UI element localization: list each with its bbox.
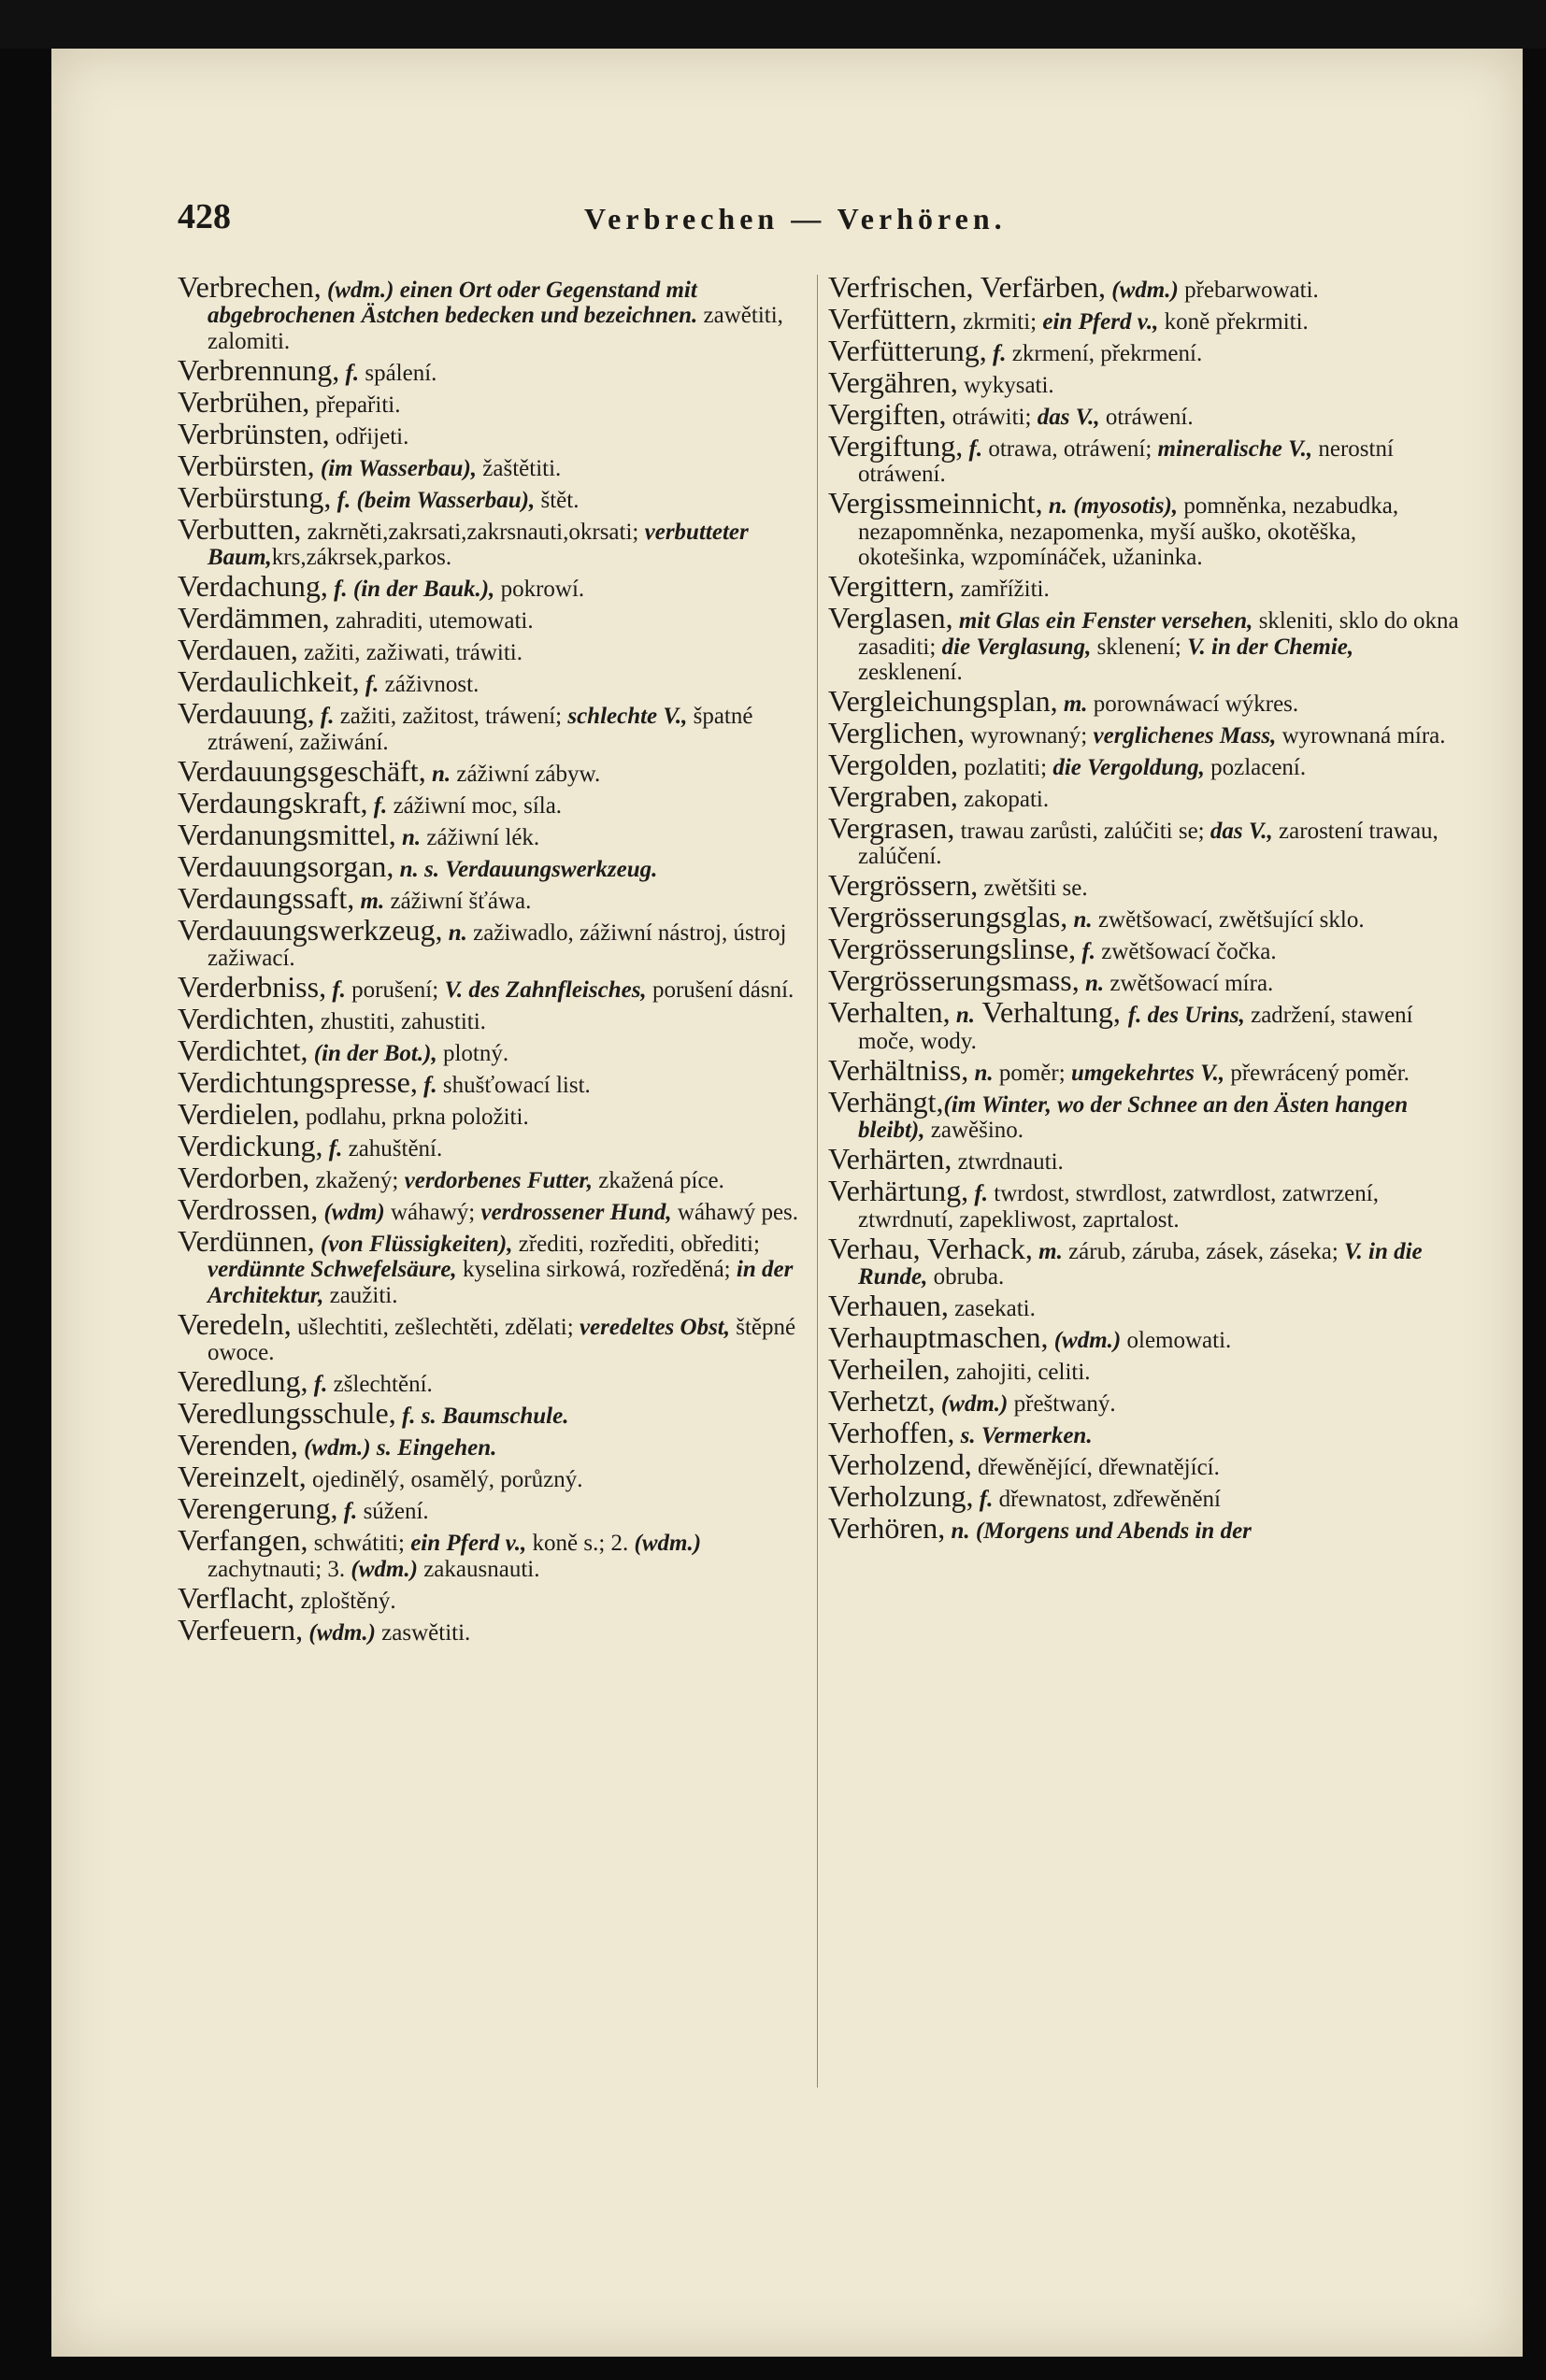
headword: Verhaltung, (975, 995, 1128, 1030)
czech-translation: koně překrmiti. (1158, 309, 1309, 335)
dictionary-column-right (828, 270, 1464, 1547)
headword: Veredeln, (178, 1306, 292, 1341)
dictionary-entry (828, 811, 1464, 870)
czech-translation: zkažená píce. (593, 1168, 724, 1194)
headword: Verfrischen, Verfärben, (828, 270, 1107, 304)
headword: Verdauung, (178, 696, 315, 731)
czech-translation: zahuštění. (342, 1136, 443, 1162)
czech-translation: zamřížiti. (954, 577, 1050, 603)
dictionary-entry (828, 1320, 1464, 1355)
column-divider (817, 275, 818, 2088)
german-gloss: (wdm.) s. Eingehen. (297, 1435, 497, 1461)
czech-translation: zasekati. (948, 1296, 1036, 1322)
german-gloss: V. des Zahnfleisches, (444, 977, 647, 1004)
german-gloss: f. (968, 1181, 988, 1207)
headword: Verhauptmaschen, (828, 1320, 1049, 1355)
german-gloss: verdünnte Schwefelsäure, (208, 1257, 457, 1283)
czech-translation: zkažený; (309, 1168, 405, 1194)
headword: Verdaulichkeit, (178, 664, 360, 699)
czech-translation: porownáwací wýkres. (1087, 691, 1299, 718)
german-gloss: mineralische V., (1157, 436, 1313, 462)
headword: Verbrünsten, (178, 416, 330, 450)
german-gloss: (wdm) (318, 1200, 385, 1226)
german-gloss: f. des Urins, (1127, 1003, 1245, 1029)
headword: Verdichten, (178, 1002, 315, 1036)
german-gloss: V. in die Runde, (858, 1238, 1423, 1290)
headword: Verfeuern, (178, 1612, 304, 1646)
headword: Verholzung, (828, 1479, 974, 1514)
czech-translation: pokrowí. (494, 577, 585, 603)
czech-translation: súžení. (357, 1499, 429, 1525)
headword: Verhängt, (828, 1084, 944, 1119)
czech-translation: zakopati. (957, 787, 1050, 813)
dictionary-entry (828, 1052, 1464, 1087)
headword: Vergrasen, (828, 811, 955, 846)
headword: Verflacht, (178, 1580, 295, 1615)
german-gloss: f. (337, 1499, 358, 1525)
czech-translation: poměr; (993, 1060, 1071, 1086)
czech-translation: zploštěný. (294, 1588, 396, 1614)
dictionary-entry (178, 1033, 804, 1068)
czech-translation: trawau zarůsti, zalúčiti se; (954, 819, 1210, 845)
czech-translation: žaštětiti. (477, 455, 562, 481)
german-gloss: f. (963, 436, 983, 462)
czech-translation: přewrácený poměr. (1224, 1060, 1410, 1086)
german-gloss: in der Architektur, (208, 1257, 794, 1308)
headword: Verdaungssaft, (178, 880, 355, 915)
german-gloss: s. Vermerken. (954, 1423, 1093, 1449)
german-gloss: f. (417, 1073, 437, 1099)
headword: Verbrühen, (178, 384, 310, 419)
german-gloss: f. (1076, 939, 1095, 965)
dictionary-entry (178, 970, 804, 1005)
dictionary-entry (178, 664, 804, 699)
dictionary-entry (828, 1416, 1464, 1450)
dictionary-entry (178, 1428, 804, 1462)
german-gloss: n. (950, 1003, 976, 1029)
german-gloss: f. (beim Wasserbau), (331, 487, 536, 513)
czech-translation: pozlatiti; (957, 755, 1053, 781)
dictionary-entry (828, 302, 1464, 335)
german-gloss: n. (Morgens und Abends in der (945, 1518, 1252, 1545)
czech-translation: zawěšino. (924, 1118, 1024, 1144)
german-gloss: n. (myosotis), (1042, 493, 1179, 520)
dictionary-entry (828, 748, 1464, 782)
czech-translation: skleniti, sklo do okna zasaditi; (858, 608, 1459, 660)
german-gloss: (wdm.) (1106, 278, 1179, 303)
german-gloss: n. (1079, 971, 1105, 997)
german-gloss: (im Wasserbau), (314, 455, 478, 481)
dictionary-entry (828, 932, 1464, 966)
czech-translation: zážiwní zábyw. (451, 761, 601, 787)
dictionary-entry (178, 848, 804, 883)
german-gloss: (wdm.) (935, 1391, 1009, 1418)
german-gloss: (wdm.) (351, 1556, 418, 1582)
czech-translation: zšlechtění. (327, 1372, 433, 1398)
czech-translation: podlahu, prkna položiti. (299, 1104, 529, 1131)
dictionary-entry (178, 1097, 804, 1132)
czech-translation: zkrmiti; (956, 309, 1043, 335)
dictionary-entry (828, 963, 1464, 998)
headword: Verhältniss, (828, 1052, 969, 1087)
headword: Vergissmeinnicht, (828, 486, 1043, 520)
german-gloss: f. (326, 977, 346, 1004)
german-gloss: f. (314, 704, 335, 730)
german-gloss: m. (1032, 1238, 1063, 1264)
headword: Verderbniss, (178, 970, 327, 1005)
dictionary-entry (178, 912, 804, 972)
dictionary-entry (178, 569, 804, 604)
dictionary-entry (828, 601, 1464, 686)
dictionary-entry (828, 779, 1464, 814)
czech-translation: kyselina sirkowá, rozředěná; (456, 1257, 737, 1283)
czech-translation: zřediti, rozřediti, obřediti; (512, 1232, 760, 1258)
headword: Verheilen, (828, 1352, 951, 1387)
headword: Verdichtet, (178, 1033, 308, 1068)
german-gloss: (wdm.) (1048, 1328, 1122, 1354)
dictionary-entry (178, 1224, 804, 1308)
german-gloss: m. (1057, 691, 1088, 718)
czech-translation: nerostní otráwení. (858, 436, 1394, 488)
dictionary-entry (178, 1192, 804, 1227)
czech-translation: zažiwadlo, zážiwní nástroj, ústroj zažiwací. (208, 919, 787, 972)
czech-translation: zaswětiti. (375, 1619, 471, 1646)
czech-translation: zážiwní šťáwa. (384, 888, 532, 914)
german-gloss: n. s. Verdauungswerkzeug. (394, 856, 658, 882)
czech-translation: wáhawý pes. (671, 1200, 799, 1226)
czech-translation: zadržení, stawení moče, wody. (858, 1003, 1413, 1054)
headword: Verhören, (828, 1511, 946, 1546)
dictionary-column-left (178, 270, 804, 1649)
german-gloss: f. (359, 672, 379, 698)
dictionary-entry (178, 352, 804, 387)
dictionary-entry (828, 995, 1464, 1054)
headword: Verenden, (178, 1428, 298, 1462)
german-gloss: n. (442, 919, 467, 946)
czech-translation: zaužiti. (323, 1282, 398, 1308)
german-gloss: f. (308, 1372, 328, 1398)
headword: Verdauen, (178, 633, 298, 667)
headword: Verdauungsorgan, (178, 848, 394, 883)
page-number: 428 (178, 197, 231, 236)
headword: Verdanungsmittel, (178, 817, 396, 851)
headword: Verglichen, (828, 716, 966, 750)
czech-translation: zážiwní lék. (421, 824, 540, 850)
czech-translation: zarostení trawau, zalúčení. (858, 819, 1439, 870)
czech-translation: záživnost. (379, 672, 480, 698)
headword: Vergraben, (828, 779, 958, 814)
czech-translation: olemowati. (1121, 1328, 1232, 1354)
czech-translation: přebarwowati. (1178, 278, 1319, 303)
dictionary-entry (828, 1511, 1464, 1546)
czech-translation: zkrmení, překrmení. (1006, 341, 1203, 366)
czech-translation: přeštwaný. (1008, 1391, 1116, 1418)
german-gloss: f. (339, 360, 360, 386)
headword: Vergrössern, (828, 868, 979, 903)
dictionary-entry (828, 716, 1464, 750)
german-gloss: schlechte V., (567, 704, 688, 730)
czech-translation: špatné ztráwení, zažiwání. (208, 704, 753, 755)
german-gloss: die Verglasung, (941, 634, 1092, 660)
headword: Verbrechen, (178, 270, 322, 304)
headword: Verdachung, (178, 569, 328, 604)
dictionary-entry (178, 1612, 804, 1646)
headword: Vergähren, (828, 365, 958, 399)
german-gloss: m. (354, 888, 385, 914)
dictionary-entry (828, 868, 1464, 903)
german-gloss: f. (367, 792, 388, 819)
czech-translation: zachytnauti; 3. (208, 1556, 351, 1582)
czech-translation: twrdost, stwrdlost, zatwrdlost, zatwrzení, ztwrdnutí, zapekliwost, zaprtalost. (858, 1181, 1379, 1233)
dictionary-entry (178, 696, 804, 755)
czech-translation: zwětšowací míra. (1104, 971, 1274, 997)
dictionary-entry (828, 684, 1464, 719)
czech-translation: plotný. (437, 1041, 509, 1067)
dictionary-entry (178, 479, 804, 514)
dictionary-entry (178, 511, 804, 571)
german-gloss: verglichenes Mass, (1093, 723, 1277, 749)
headword: Verhauen, (828, 1289, 949, 1323)
czech-translation: schwátiti; (308, 1531, 411, 1557)
czech-translation: dřewěnějící, dřewnatějící. (971, 1455, 1220, 1481)
dictionary-entry (828, 569, 1464, 604)
czech-translation: zahojiti, celiti. (950, 1360, 1091, 1386)
dictionary-entry (828, 365, 1464, 399)
german-gloss: das V., (1210, 819, 1273, 845)
headword: Veredlungsschule, (178, 1396, 396, 1431)
dictionary-entry (178, 384, 804, 419)
dictionary-entry (178, 1580, 804, 1615)
czech-translation: otráwiti; (946, 405, 1038, 430)
dictionary-entry (178, 601, 804, 635)
headword: Vergrösserungsmass, (828, 963, 1080, 998)
scan-top-border (0, 0, 1546, 49)
headword: Verdaungskraft, (178, 785, 368, 819)
german-gloss: (wdm.) (634, 1531, 702, 1557)
german-gloss: (wdm.) (303, 1619, 376, 1646)
czech-translation: zahraditi, utemowati. (329, 608, 534, 634)
headword: Verhalten, (828, 995, 951, 1030)
czech-translation: dřewnatost, zdřewěnění (993, 1487, 1221, 1513)
headword: Verbürsten, (178, 448, 315, 482)
dictionary-entry (828, 1142, 1464, 1176)
german-gloss: verbutteter Baum, (208, 519, 749, 571)
czech-translation: zažiti, zažitost, tráwení; (334, 704, 568, 730)
czech-translation: porušení; (345, 977, 445, 1004)
czech-translation: porušení dásní. (646, 977, 794, 1004)
headword: Verfangen, (178, 1523, 308, 1558)
headword: Verholzend, (828, 1447, 972, 1482)
headword: Verdrossen, (178, 1192, 319, 1227)
headword: Verdielen, (178, 1097, 300, 1132)
czech-translation: štět. (535, 487, 580, 513)
headword: Vergrösserungslinse, (828, 932, 1077, 966)
german-gloss: das V., (1037, 405, 1100, 430)
german-gloss: V. in der Chemie, (1187, 634, 1354, 660)
dictionary-entry (828, 1352, 1464, 1387)
german-gloss: verdrossener Hund, (480, 1200, 672, 1226)
page-header (178, 196, 1486, 252)
dictionary-entry (178, 753, 804, 788)
czech-translation: zakausnauti. (417, 1556, 540, 1582)
dictionary-entry (828, 486, 1464, 571)
dictionary-entry (178, 416, 804, 450)
czech-translation: koně s.; 2. (526, 1531, 635, 1557)
czech-translation: štěpné owoce. (208, 1314, 796, 1366)
czech-translation: zážiwní moc, síla. (387, 792, 563, 819)
dictionary-entry (178, 1396, 804, 1431)
czech-translation: spálení. (359, 360, 437, 386)
headword: Verglasen, (828, 601, 953, 635)
dictionary-entry (178, 785, 804, 819)
german-gloss: n. (968, 1060, 994, 1086)
dictionary-entry (828, 1447, 1464, 1482)
german-gloss: (in der Bot.), (308, 1041, 437, 1067)
german-gloss: ein Pferd v., (410, 1531, 527, 1557)
headword: Verdorben, (178, 1161, 310, 1195)
dictionary-entry (828, 1289, 1464, 1323)
headword: Verhoffen, (828, 1416, 955, 1450)
dictionary-entry (178, 1002, 804, 1036)
german-gloss: (von Flüssigkeiten), (314, 1232, 513, 1258)
german-gloss: ein Pferd v., (1042, 309, 1159, 335)
german-gloss: f. (in der Bauk.), (327, 577, 495, 603)
headword: Verdickung, (178, 1129, 323, 1163)
german-gloss: die Vergoldung, (1052, 755, 1205, 781)
dictionary-entry (828, 270, 1464, 304)
dictionary-entry (828, 429, 1464, 488)
czech-translation: zwětšowací, zwětšující sklo. (1092, 907, 1365, 933)
german-gloss: n. (1067, 907, 1093, 933)
czech-translation: ztwrdnauti. (952, 1149, 1064, 1176)
headword: Verfüttern, (828, 302, 957, 335)
dictionary-entry (828, 1384, 1464, 1418)
headword: Verdämmen, (178, 601, 330, 635)
czech-translation: zwětšowací čočka. (1095, 939, 1277, 965)
headword: Vergrösserungsglas, (828, 900, 1068, 934)
czech-translation: pomněnka, nezabudka, nezapomněnka, nezapomenka, myší auško, okotěška, okotešinka, wzpomínáček, užaninka. (858, 493, 1399, 571)
czech-translation: zažiti, zažiwati, tráwiti. (297, 640, 522, 666)
czech-translation: ušlechtiti, zešlechtěti, zdělati; (291, 1314, 580, 1340)
german-gloss: (im Winter, wo der Schnee an den Ästen hangen bleibt), (858, 1091, 1409, 1144)
headword: Verbürstung, (178, 479, 332, 514)
czech-translation: wyrownaná míra. (1276, 723, 1446, 749)
czech-translation: zhustiti, zahustiti. (314, 1009, 486, 1035)
czech-translation: otrawa, otráwení; (982, 436, 1158, 462)
headword: Vereinzelt, (178, 1460, 307, 1494)
headword: Verhetzt, (828, 1384, 936, 1418)
czech-translation: zakrněti,zakrsati,zakrsnauti,okrsati; (301, 519, 645, 545)
dictionary-entry (178, 633, 804, 667)
dictionary-entry (178, 817, 804, 851)
german-gloss: n. (395, 824, 422, 850)
headword: Veredlung, (178, 1364, 308, 1399)
headword: Verhau, Verhack, (828, 1231, 1033, 1265)
german-gloss: (wdm.) einen Ort oder Gegenstand mit abgebrochenen Ästchen bedecken und bezeichnen. (208, 278, 698, 329)
headword: Verengerung, (178, 1491, 338, 1526)
dictionary-entry (178, 1161, 804, 1195)
german-gloss: f. (986, 341, 1007, 366)
dictionary-entry (178, 1065, 804, 1100)
czech-translation: otráwení. (1099, 405, 1194, 430)
czech-translation: wáhawý; (384, 1200, 481, 1226)
headword: Verdauungsgeschäft, (178, 753, 426, 788)
german-gloss: umgekehrtes V., (1070, 1060, 1225, 1086)
german-gloss: mit Glas ein Fenster versehen, (952, 608, 1253, 634)
headword: Vergiften, (828, 397, 947, 431)
german-gloss: verdorbenes Futter, (404, 1168, 594, 1194)
czech-translation: obruba. (927, 1264, 1005, 1290)
headword: Verdichtungspresse, (178, 1065, 418, 1100)
dictionary-entry (178, 448, 804, 482)
czech-translation: pozlacení. (1204, 755, 1307, 781)
czech-translation: zawětiti, zalomiti. (208, 303, 783, 354)
czech-translation: zárub, záruba, zásek, záseka; (1062, 1238, 1345, 1264)
czech-translation: sklenení; (1091, 634, 1188, 660)
czech-translation: zesklenení. (858, 660, 963, 686)
german-gloss: f. (322, 1136, 343, 1162)
german-gloss: f. s. Baumschule. (395, 1404, 569, 1430)
czech-translation: ojedinělý, osamělý, porůzný. (306, 1467, 583, 1493)
czech-translation: přepařiti. (309, 392, 401, 418)
headword: Verbrennung, (178, 352, 340, 387)
dictionary-entry (828, 900, 1464, 934)
czech-translation: shušťowací list. (437, 1073, 591, 1099)
dictionary-entry (178, 1306, 804, 1366)
headword: Verdünnen, (178, 1224, 315, 1259)
dictionary-entry (178, 1129, 804, 1163)
headword: Vergolden, (828, 748, 958, 782)
headword: Verfütterung, (828, 334, 987, 367)
headword: Vergleichungsplan, (828, 684, 1058, 719)
headword: Verhärtung, (828, 1174, 969, 1208)
running-head: Verbrechen — Verhören. (584, 202, 1007, 235)
german-gloss: veredeltes Obst, (579, 1314, 730, 1340)
dictionary-entry (828, 1174, 1464, 1233)
dictionary-entry (178, 1523, 804, 1582)
czech-translation: wyrownaný; (965, 723, 1094, 749)
dictionary-entry (828, 334, 1464, 367)
czech-translation: krs,zákrsek,parkos. (271, 545, 452, 571)
german-gloss: n. (425, 761, 451, 787)
dictionary-entry (178, 880, 804, 915)
czech-translation: odřijeti. (329, 423, 409, 449)
dictionary-entry (828, 1231, 1464, 1290)
headword: Vergittern, (828, 569, 955, 604)
dictionary-entry (828, 397, 1464, 431)
german-gloss: f. (973, 1487, 994, 1513)
dictionary-entry (178, 270, 804, 354)
dictionary-entry (178, 1460, 804, 1494)
headword: Verbutten, (178, 511, 302, 546)
czech-translation: wykysati. (957, 373, 1054, 398)
czech-translation: zwětšiti se. (978, 876, 1088, 902)
dictionary-entry (178, 1364, 804, 1399)
dictionary-entry (828, 1084, 1464, 1144)
headword: Verdauungswerkzeug, (178, 912, 443, 947)
dictionary-entry (178, 1491, 804, 1526)
dictionary-entry (828, 1479, 1464, 1514)
headword: Vergiftung, (828, 429, 964, 463)
headword: Verhärten, (828, 1142, 952, 1176)
